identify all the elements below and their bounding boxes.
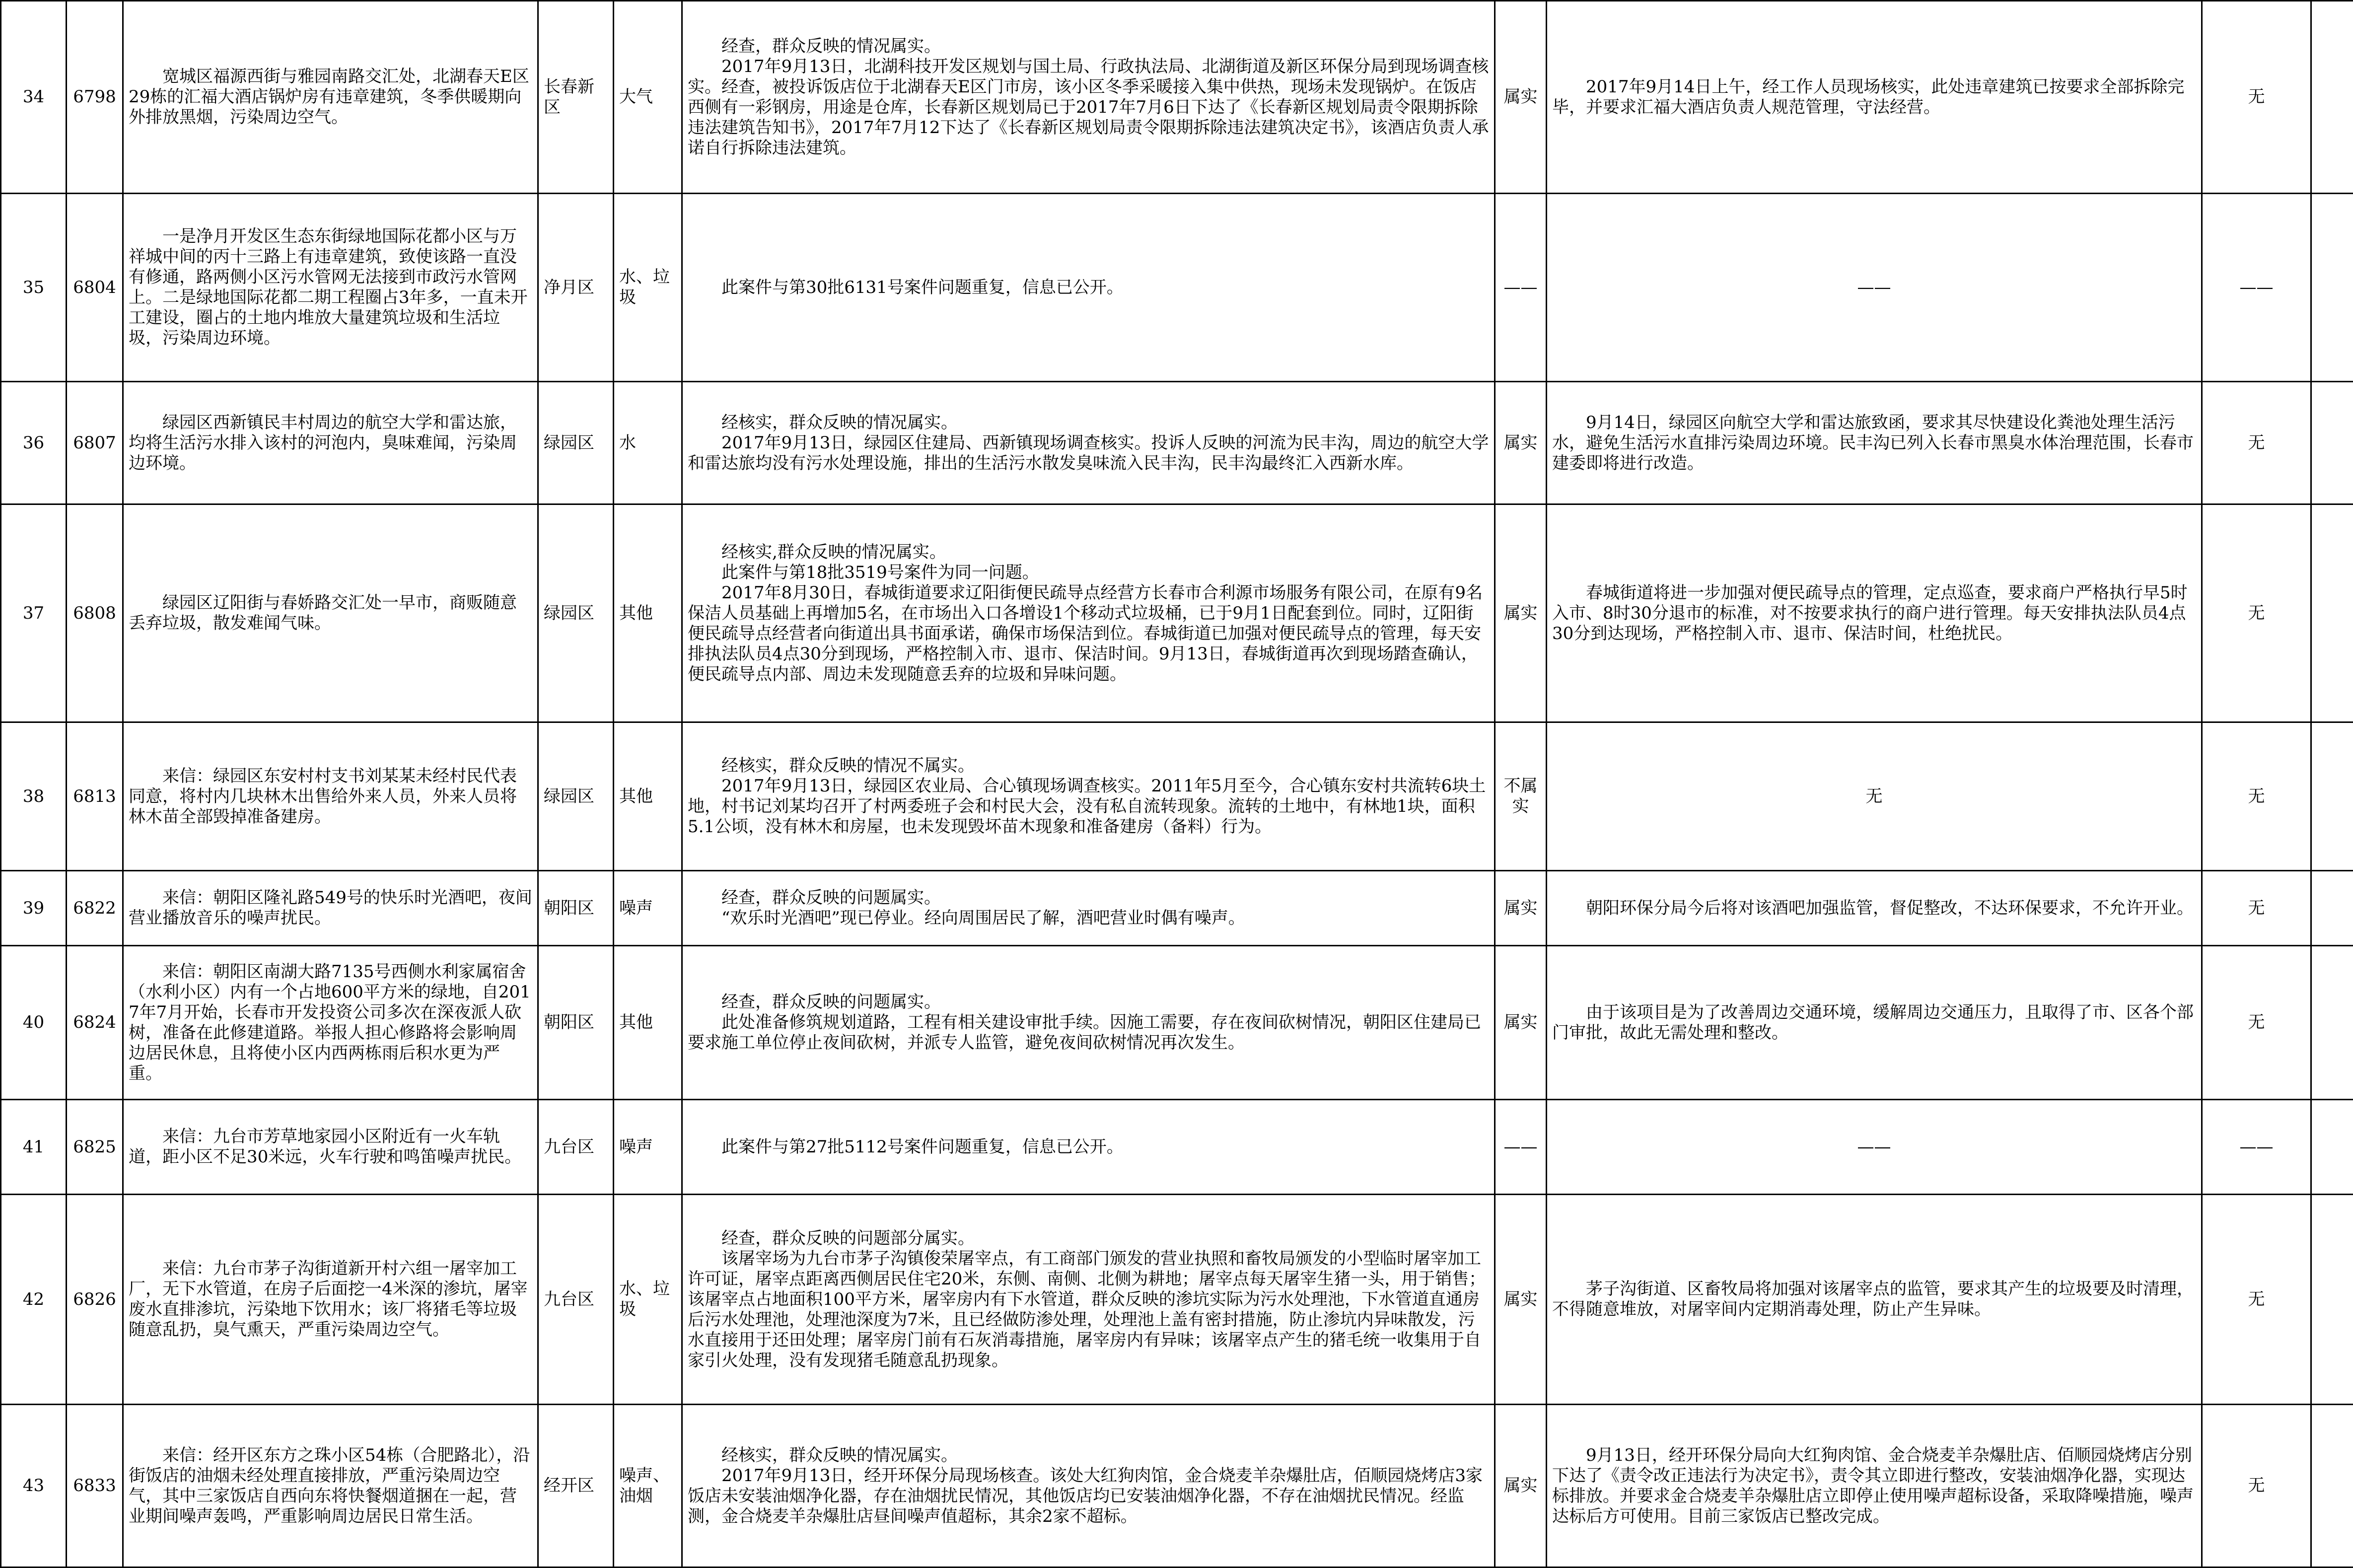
extra-cell — [2311, 504, 2353, 722]
verdict-cell: 属实 — [1495, 871, 1547, 946]
verdict-cell: —— — [1495, 194, 1547, 382]
pollution-type-cell: 水、垃圾 — [614, 1195, 682, 1405]
handling-cell — [1547, 871, 2202, 946]
accountability-cell: —— — [2202, 1100, 2311, 1195]
seq-cell: 42 — [1, 1195, 67, 1405]
findings-cell — [682, 1100, 1495, 1195]
accountability-cell: 无 — [2202, 1, 2311, 194]
extra-cell — [2311, 194, 2353, 382]
extra-cell — [2311, 722, 2353, 871]
complaint-cell-paragraph: 来信：经开区东方之珠小区54栋（合肥路北），沿街饭店的油烟未经处理直接排放，严重污染周边空气，其中三家饭店自西向东将快餐烟道捆在一起，营业期间噪声轰鸣，严重影响周边居民日常生活。 — [129, 1445, 532, 1527]
extra-cell — [2311, 1, 2353, 194]
findings-cell-paragraph: 2017年9月13日，北湖科技开发区规划与国土局、行政执法局、北湖街道及新区环保分局到现场调查核实。经查，被投诉饭店位于北湖春天E区门市房，该小区冬季采暖接入集中供热，现场未发现锅炉。在饭店西侧有一彩钢房，用途是仓库，长春新区规划局已于2017年7月6日下达了《长春新区规划局责令限期拆除违法建筑告知书》，2017年7月12下达了《长春新区规划局责令限期拆除违法建筑决定书》，该酒店负责人承诺自行拆除违法建筑。 — [688, 57, 1489, 158]
findings-cell — [682, 1195, 1495, 1405]
handling-cell — [1547, 1195, 2202, 1405]
pollution-type-cell: 大气 — [614, 1, 682, 194]
district-cell: 朝阳区 — [538, 946, 614, 1100]
seq-cell: 43 — [1, 1405, 67, 1568]
findings-cell — [682, 871, 1495, 946]
handling-cell — [1547, 1, 2202, 194]
pollution-type-cell: 水 — [614, 382, 682, 504]
findings-cell — [682, 946, 1495, 1100]
handling-cell-paragraph: 春城街道将进一步加强对便民疏导点的管理，定点巡查，要求商户严格执行早5时入市、8时30分退市的标准，对不按要求执行的商户进行管理。每天安排执法队员4点30分到达现场，严格控制入市、退市、保洁时间，杜绝扰民。 — [1552, 583, 2196, 644]
findings-cell — [682, 722, 1495, 871]
table-row — [1, 1, 2353, 194]
case-number-cell: 6808 — [67, 504, 123, 722]
complaint-cell-paragraph: 宽城区福源西街与雅园南路交汇处，北湖春天E区29栋的汇福大酒店锅炉房有违章建筑，冬季供暖期向外排放黑烟，污染周边空气。 — [129, 67, 532, 128]
handling-cell: —— — [1547, 194, 2202, 382]
district-cell: 朝阳区 — [538, 871, 614, 946]
pollution-type-cell: 其他 — [614, 722, 682, 871]
seq-cell: 34 — [1, 1, 67, 194]
extra-cell — [2311, 1405, 2353, 1568]
district-cell: 九台区 — [538, 1195, 614, 1405]
accountability-cell: —— — [2202, 194, 2311, 382]
findings-cell — [682, 382, 1495, 504]
verdict-cell: 属实 — [1495, 504, 1547, 722]
verdict-cell: 属实 — [1495, 946, 1547, 1100]
handling-cell — [1547, 382, 2202, 504]
handling-cell — [1547, 504, 2202, 722]
table-row — [1, 722, 2353, 871]
findings-cell-paragraph: 经查，群众反映的问题属实。 — [688, 992, 1489, 1012]
seq-cell: 41 — [1, 1100, 67, 1195]
complaint-cell-paragraph: 来信：九台市茅子沟街道新开村六组一屠宰加工厂，无下水管道，在房子后面挖一4米深的渗坑，屠宰废水直排渗坑，污染地下饮用水；该厂将猪毛等垃圾随意乱扔，臭气熏天，严重污染周边空气。 — [129, 1259, 532, 1340]
findings-cell-paragraph: 2017年9月13日，经开环保分局现场核查。该处大红狗肉馆，金合烧麦羊杂爆肚店，佰顺园烧烤店3家饭店未安装油烟净化器，存在油烟扰民情况，其他饭店均已安装油烟净化器，不存在油烟扰民情况。经监测，金合烧麦羊杂爆肚店昼间噪声值超标，其余2家不超标。 — [688, 1466, 1489, 1527]
complaint-cell — [123, 1195, 538, 1405]
accountability-cell: 无 — [2202, 1405, 2311, 1568]
handling-cell-paragraph: 朝阳环保分局今后将对该酒吧加强监管，督促整改，不达环保要求，不允许开业。 — [1552, 898, 2196, 919]
case-number-cell: 6813 — [67, 722, 123, 871]
extra-cell — [2311, 1100, 2353, 1195]
pollution-type-cell: 噪声 — [614, 1100, 682, 1195]
extra-cell — [2311, 1195, 2353, 1405]
complaint-cell — [123, 871, 538, 946]
pollution-type-cell: 水、垃圾 — [614, 194, 682, 382]
seq-cell: 35 — [1, 194, 67, 382]
handling-cell-paragraph: 由于该项目是为了改善周边交通环境，缓解周边交通压力，且取得了市、区各个部门审批，故此无需处理和整改。 — [1552, 1002, 2196, 1043]
table-row — [1, 871, 2353, 946]
findings-cell-paragraph: 2017年9月13日，绿园区农业局、合心镇现场调查核实。2011年5月至今，合心镇东安村共流转6块土地，村书记刘某均召开了村两委班子会和村民大会，没有私自流转现象。流转的土地中，有林地1块，面积5.1公顷，没有林木和房屋，也未发现毁坏苗木现象和准备建房（备料）行为。 — [688, 776, 1489, 837]
case-number-cell: 6822 — [67, 871, 123, 946]
handling-cell-paragraph: 茅子沟街道、区畜牧局将加强对该屠宰点的监管，要求其产生的垃圾要及时清理，不得随意堆放，对屠宰间内定期消毒处理，防止产生异味。 — [1552, 1279, 2196, 1320]
accountability-cell: 无 — [2202, 1195, 2311, 1405]
complaint-cell-paragraph: 来信：绿园区东安村村支书刘某某未经村民代表同意，将村内几块林木出售给外来人员，外来人员将林木苗全部毁掉准备建房。 — [129, 766, 532, 827]
table-row — [1, 504, 2353, 722]
findings-cell — [682, 1405, 1495, 1568]
pollution-type-cell: 噪声 — [614, 871, 682, 946]
district-cell: 经开区 — [538, 1405, 614, 1568]
findings-cell-paragraph: 2017年9月13日，绿园区住建局、西新镇现场调查核实。投诉人反映的河流为民丰沟，周边的航空大学和雷达旅均没有污水处理设施，排出的生活污水散发臭味流入民丰沟，民丰沟最终汇入西新水库。 — [688, 433, 1489, 474]
verdict-cell: 属实 — [1495, 382, 1547, 504]
district-cell: 净月区 — [538, 194, 614, 382]
complaint-cell — [123, 382, 538, 504]
findings-cell-paragraph: 经查，群众反映的问题属实。 — [688, 888, 1489, 908]
findings-cell-paragraph: 经核实，群众反映的情况属实。 — [688, 1445, 1489, 1466]
verdict-cell: 属实 — [1495, 1195, 1547, 1405]
findings-cell-paragraph: “欢乐时光酒吧”现已停业。经向周围居民了解，酒吧营业时偶有噪声。 — [688, 908, 1489, 928]
case-number-cell: 6807 — [67, 382, 123, 504]
findings-cell-paragraph: 该屠宰场为九台市茅子沟镇俊荣屠宰点，有工商部门颁发的营业执照和畜牧局颁发的小型临时屠宰加工许可证，屠宰点距离西侧居民住宅20米，东侧、南侧、北侧为耕地；屠宰点每天屠宰生猪一头，用于销售；该屠宰点占地面积100平方米，屠宰房内有下水管道，群众反映的渗坑实际为污水处理池，下水管道直通房后污水处理池，处理池深度为7米，且已经做防渗处理，处理池上盖有密封措施，防止渗坑内异味散发，污水直接用于还田处理；屠宰房门前有石灰消毒措施，屠宰房内有异味；该屠宰点产生的猪毛统一收集用于自家引火处理，没有发现猪毛随意乱扔现象。 — [688, 1249, 1489, 1371]
district-cell: 绿园区 — [538, 504, 614, 722]
verdict-cell: 属实 — [1495, 1405, 1547, 1568]
case-number-cell: 6825 — [67, 1100, 123, 1195]
district-cell: 九台区 — [538, 1100, 614, 1195]
complaint-cell-paragraph: 一是净月开发区生态东街绿地国际花都小区与万祥城中间的丙十三路上有违章建筑，致使该路一直没有修通，路两侧小区污水管网无法接到市政污水管网上。二是绿地国际花都二期工程圈占3年多，一直未开工建设，圈占的土地内堆放大量建筑垃圾和生活垃圾，污染周边环境。 — [129, 226, 532, 349]
handling-cell-paragraph: 9月14日，绿园区向航空大学和雷达旅致函，要求其尽快建设化粪池处理生活污水，避免生活污水直排污染周边环境。民丰沟已列入长春市黑臭水体治理范围，长春市建委即将进行改造。 — [1552, 413, 2196, 474]
findings-cell-paragraph: 此案件与第30批6131号案件问题重复，信息已公开。 — [688, 278, 1489, 298]
findings-cell-paragraph: 此处准备修筑规划道路，工程有相关建设审批手续。因施工需要，存在夜间砍树情况，朝阳区住建局已要求施工单位停止夜间砍树，并派专人监管，避免夜间砍树情况再次发生。 — [688, 1012, 1489, 1053]
complaint-cell-paragraph: 来信：朝阳区隆礼路549号的快乐时光酒吧，夜间营业播放音乐的噪声扰民。 — [129, 888, 532, 928]
findings-cell-paragraph: 经核实,群众反映的情况属实。 — [688, 542, 1489, 563]
district-cell: 绿园区 — [538, 722, 614, 871]
table-row — [1, 946, 2353, 1100]
findings-cell-paragraph: 此案件与第18批3519号案件为同一问题。 — [688, 563, 1489, 583]
findings-cell — [682, 194, 1495, 382]
case-number-cell: 6804 — [67, 194, 123, 382]
extra-cell — [2311, 382, 2353, 504]
handling-cell — [1547, 946, 2202, 1100]
accountability-cell: 无 — [2202, 871, 2311, 946]
complaint-cell — [123, 504, 538, 722]
findings-cell-paragraph: 经查，群众反映的问题部分属实。 — [688, 1228, 1489, 1249]
district-cell: 绿园区 — [538, 382, 614, 504]
accountability-cell: 无 — [2202, 722, 2311, 871]
complaint-cell — [123, 946, 538, 1100]
complaint-cell — [123, 1100, 538, 1195]
accountability-cell: 无 — [2202, 946, 2311, 1100]
findings-cell — [682, 504, 1495, 722]
complaint-cell-paragraph: 来信：朝阳区南湖大路7135号西侧水利家属宿舍（水利小区）内有一个占地600平方米的绿地，自2017年7月开始，长春市开发投资公司多次在深夜派人砍树，准备在此修建道路。举报人担心修路将会影响周边居民休息，且将使小区内西两栋雨后积水更为严重。 — [129, 962, 532, 1084]
findings-cell-paragraph: 经查，群众反映的情况属实。 — [688, 36, 1489, 57]
table-row — [1, 194, 2353, 382]
seq-cell: 36 — [1, 382, 67, 504]
complaint-cell — [123, 1405, 538, 1568]
table-row — [1, 1405, 2353, 1568]
handling-cell: 无 — [1547, 722, 2202, 871]
table-row — [1, 1195, 2353, 1405]
pollution-type-cell: 噪声、油烟 — [614, 1405, 682, 1568]
complaint-cell — [123, 1, 538, 194]
handling-cell — [1547, 1405, 2202, 1568]
complaint-cell — [123, 194, 538, 382]
table-row — [1, 1100, 2353, 1195]
handling-cell: —— — [1547, 1100, 2202, 1195]
verdict-cell: 属实 — [1495, 1, 1547, 194]
complaint-cell-paragraph: 来信：九台市芳草地家园小区附近有一火车轨道，距小区不足30米远，火车行驶和鸣笛噪声扰民。 — [129, 1127, 532, 1167]
complaint-cell-paragraph: 绿园区西新镇民丰村周边的航空大学和雷达旅，均将生活污水排入该村的河泡内，臭味难闻，污染周边环境。 — [129, 413, 532, 474]
findings-cell-paragraph: 经核实，群众反映的情况属实。 — [688, 413, 1489, 433]
pollution-type-cell: 其他 — [614, 504, 682, 722]
pollution-type-cell: 其他 — [614, 946, 682, 1100]
extra-cell — [2311, 871, 2353, 946]
case-number-cell: 6824 — [67, 946, 123, 1100]
case-number-cell: 6826 — [67, 1195, 123, 1405]
complaint-cell-paragraph: 绿园区辽阳街与春娇路交汇处一早市，商贩随意丢弃垃圾，散发难闻气味。 — [129, 593, 532, 634]
accountability-cell: 无 — [2202, 504, 2311, 722]
verdict-cell: —— — [1495, 1100, 1547, 1195]
findings-cell — [682, 1, 1495, 194]
handling-cell-paragraph: 2017年9月14日上午，经工作人员现场核实，此处违章建筑已按要求全部拆除完毕，并要求汇福大酒店负责人规范管理，守法经营。 — [1552, 77, 2196, 118]
accountability-cell: 无 — [2202, 382, 2311, 504]
district-cell: 长春新区 — [538, 1, 614, 194]
seq-cell: 38 — [1, 722, 67, 871]
verdict-cell: 不属实 — [1495, 722, 1547, 871]
table-row — [1, 382, 2353, 504]
seq-cell: 40 — [1, 946, 67, 1100]
seq-cell: 37 — [1, 504, 67, 722]
case-number-cell: 6798 — [67, 1, 123, 194]
complaint-cell — [123, 722, 538, 871]
findings-cell-paragraph: 2017年8月30日，春城街道要求辽阳街便民疏导点经营方长春市合利源市场服务有限公司，在原有9名保洁人员基础上再增加5名，在市场出入口各增设1个移动式垃圾桶，已于9月1日配套到位。同时，辽阳街便民疏导点经营者向街道出具书面承诺，确保市场保洁到位。春城街道已加强对便民疏导点的管理，每天安排执法队员4点30分到现场，严格控制入市、退市、保洁时间。9月13日，春城街道再次到现场踏查确认，便民疏导点内部、周边未发现随意丢弃的垃圾和异味问题。 — [688, 583, 1489, 685]
case-number-cell: 6833 — [67, 1405, 123, 1568]
findings-cell-paragraph: 经核实，群众反映的情况不属实。 — [688, 756, 1489, 776]
findings-cell-paragraph: 此案件与第27批5112号案件问题重复，信息已公开。 — [688, 1137, 1489, 1157]
handling-cell-paragraph: 9月13日，经开环保分局向大红狗肉馆、金合烧麦羊杂爆肚店、佰顺园烧烤店分别下达了《责令改正违法行为决定书》，责令其立即进行整改，安装油烟净化器，实现达标排放。并要求金合烧麦羊杂爆肚店立即停止使用噪声超标设备，采取降噪措施，噪声达标后方可使用。目前三家饭店已整改完成。 — [1552, 1445, 2196, 1527]
extra-cell — [2311, 946, 2353, 1100]
seq-cell: 39 — [1, 871, 67, 946]
